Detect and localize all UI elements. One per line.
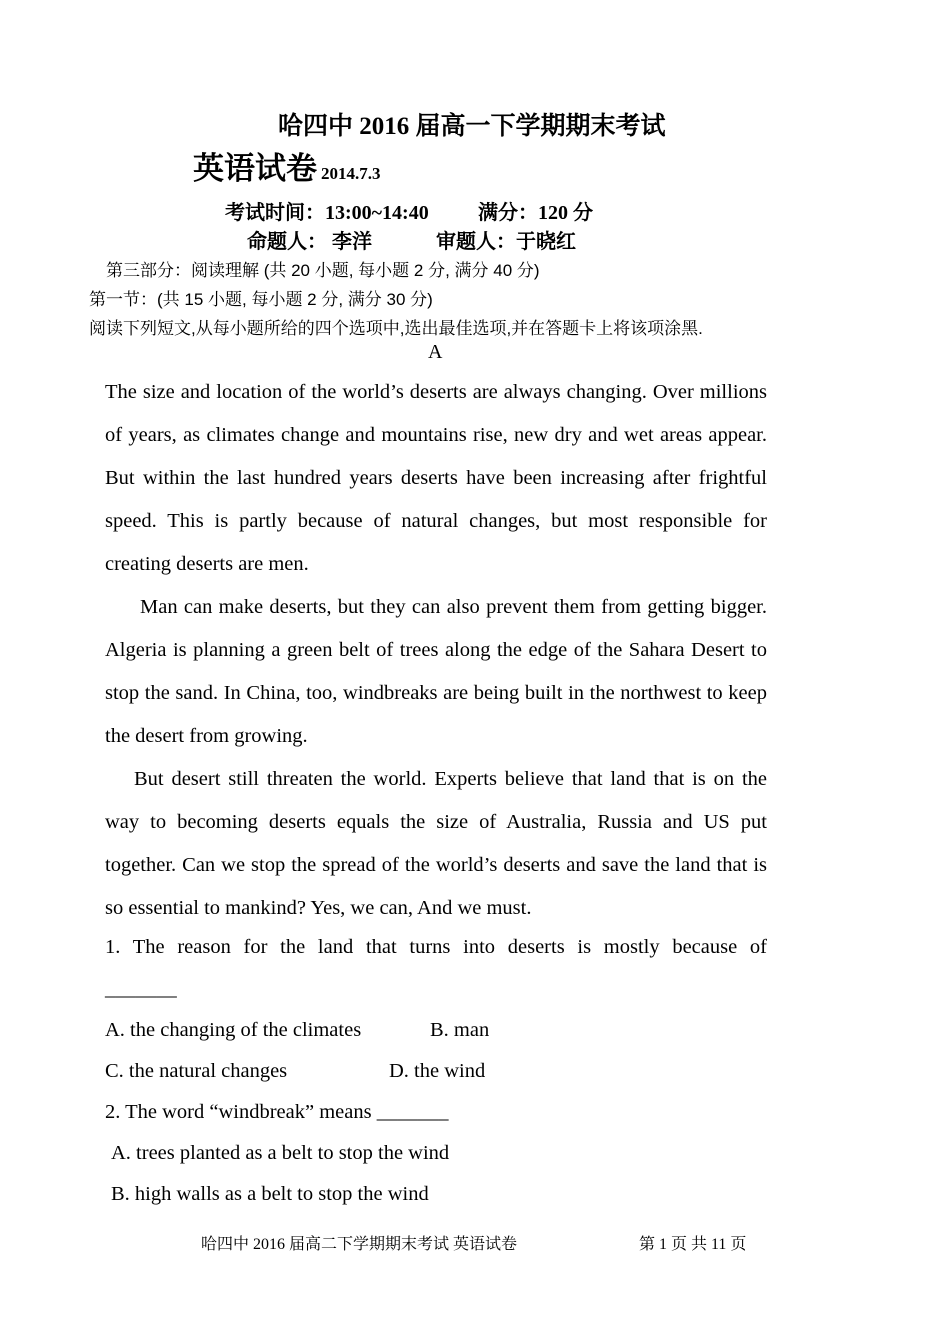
question-1-option-a: A. the changing of the climates <box>105 1019 362 1041</box>
question-setter: 命题人： 李洋 <box>247 231 372 253</box>
part-heading: 第三部分：阅读理解 (共 20 小题, 每小题 2 分, 满分 40 分) <box>106 261 540 280</box>
question-reviewer: 审题人：于晓红 <box>436 231 576 253</box>
exam-date: 2014.7.3 <box>321 164 381 183</box>
exam-title: 哈四中 2016 届高一下学期期末考试 <box>278 113 666 140</box>
question-2-stem: 2. The word “windbreak” means _______ <box>105 1101 449 1123</box>
footer-page-number: 第 1 页 共 11 页 <box>639 1236 747 1253</box>
passage-paragraph-1: The size and location of the world’s deserts are always changing. Over millions of years, as climates change and mountains rise, new dry and wet areas appear. But within the last hundred years deserts have been increasing after frightful speed. This is partly because of natural changes, but most responsible for creating deserts are men. <box>105 381 767 575</box>
reading-passage <box>105 371 767 930</box>
passage-paragraph-2: Man can make deserts, but they can also prevent them from getting bigger. Algeria is planning a green belt of trees along the edge of the Sahara Desert to stop the sand. In China, too, windbreaks are being built in the northwest to keep the desert from growing. <box>105 596 767 747</box>
question-1-stem: 1. The reason for the land that turns into deserts is mostly because of <box>105 936 767 958</box>
passage-paragraph-3: But desert still threaten the world. Experts believe that land that is on the way to becoming deserts equals the size of Australia, Russia and US put together. Can we stop the spread of the world’s deserts and save the land that is so essential to mankind? Yes, we can, And we must. <box>105 768 767 919</box>
section-heading: 第一节：(共 15 小题, 每小题 2 分, 满分 30 分) <box>89 290 433 309</box>
question-2-option-b: B. high walls as a belt to stop the wind <box>111 1183 429 1205</box>
question-2-option-a: A. trees planted as a belt to stop the wind <box>111 1142 450 1164</box>
subject-line <box>193 143 381 188</box>
footer-exam-name: 哈四中 2016 届高二下学期期末考试 英语试卷 <box>201 1236 518 1253</box>
question-1-option-d: D. the wind <box>389 1060 486 1082</box>
subject-title: 英语试卷 <box>193 151 317 186</box>
question-1-option-c: C. the natural changes <box>105 1060 288 1082</box>
exam-full-score: 满分：120 分 <box>478 202 593 224</box>
passage-label: A <box>428 341 443 363</box>
question-1 <box>105 926 767 969</box>
question-1-blank: _______ <box>105 978 177 1000</box>
reading-direction: 阅读下列短文,从每小题所给的四个选项中,选出最佳选项,并在答题卡上将该项涂黑. <box>89 319 703 338</box>
question-1-option-b: B. man <box>430 1019 490 1041</box>
exam-time: 考试时间：13:00~14:40 <box>225 202 429 224</box>
